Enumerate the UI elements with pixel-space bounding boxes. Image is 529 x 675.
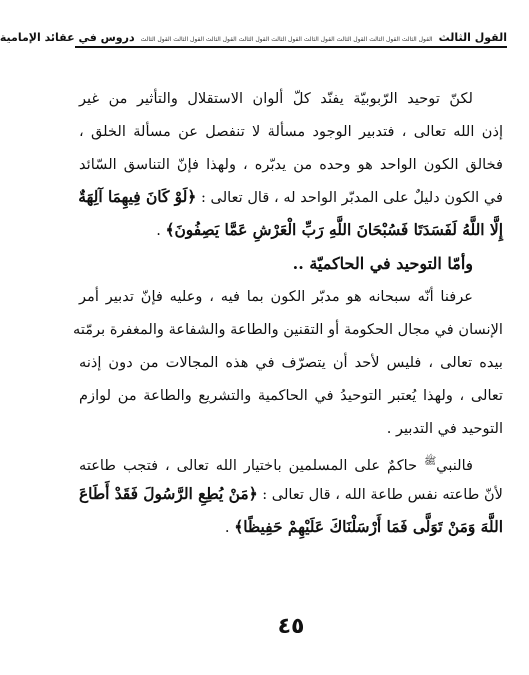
paragraph-2-line-2: الإنسان في مجال الحكومة أو التقنين والطاعة والشفاعة والمغفرة برمّته xyxy=(73,321,503,338)
header-book-title: دروس في عقائد الإمامية xyxy=(0,31,135,44)
paragraph-1-line-1: لكنّ توحيد الرّبوبيّة يفنّد كلّ ألوان الاستقلال والتأثير من غير xyxy=(79,90,473,107)
paragraph-1-line-4-text: في الكون دليلٌ على المدبّر الواحد له ، قال تعالى : xyxy=(200,189,503,206)
paragraph-3-line-2 xyxy=(79,478,503,511)
header-running-text: القول الثالث القول الثالث القول الثالث القول الثالث القول الثالث القول الثالث القول الثالث القول الثالث القول الثالث xyxy=(140,36,433,43)
paragraph-1-line-5 xyxy=(79,214,503,247)
paragraph-1-line-3: فخالق الكون الواحد هو وحده من يدبّره ، ولهذا فإنّ التناسق السّائد xyxy=(79,156,503,173)
section-heading: وأمّا التوحيد في الحاكميّة .. xyxy=(292,254,473,273)
paragraph-3-line-3 xyxy=(79,511,503,544)
running-header xyxy=(0,24,507,48)
quran-verse-2b: اللَّهَ وَمَنْ تَوَلَّى فَمَا أَرْسَلْنَاكَ عَلَيْهِمْ حَفِيظًا﴾ xyxy=(234,518,503,536)
quran-verse-1b: إِلَّا اللَّهُ لَفَسَدَتَا فَسُبْحَانَ اللَّهِ رَبِّ الْعَرْشِ عَمَّا يَصِفُونَ﴾ xyxy=(165,221,503,239)
paragraph-3-line-1-a: فالنبي xyxy=(436,456,473,474)
paragraph-1-line-4 xyxy=(79,181,503,214)
paragraph-3-line-1 xyxy=(79,445,503,478)
paragraph-2-line-4: تعالى ، ولهذا يُعتبر التوحيدُ في الحاكمية والتشريع والطاعة من لوازم xyxy=(79,387,503,404)
quran-verse-2a: ﴿مَنْ يُطِعِ الرَّسُولَ فَقَدْ أَطَاعَ xyxy=(78,485,258,503)
paragraph-3-line-2-text: لأنّ طاعته نفس طاعة الله ، قال تعالى : xyxy=(262,486,503,503)
paragraph-2-line-3: بيده تعالى ، فليس لأحد أن يتصرّف في هذه المجالات من دون إذنه xyxy=(79,354,503,371)
paragraph-2-line-5: التوحيد في التدبير . xyxy=(386,420,503,437)
header-chapter: القول الثالث xyxy=(438,31,507,44)
paragraph-3-line-1-b: حاكمٌ على المسلمين باختيار الله تعالى ، فتجب طاعته xyxy=(79,456,425,474)
paragraph-1-line-2: إذن الله تعالى ، فتدبير الوجود مسألة لا تنفصل عن مسألة الخلق ، xyxy=(79,123,503,140)
page-body xyxy=(73,82,503,544)
paragraph-2-line-1: عرفنا أنّه سبحانه هو مدبّر الكون بما فيه ، وعليه فإنّ تدبير أمر xyxy=(79,288,473,305)
paragraph-1-line-5-end: . xyxy=(156,222,166,239)
paragraph-3-line-3-end: . xyxy=(224,519,235,536)
salawat-symbol: ﷺ xyxy=(424,456,437,467)
quran-verse-1a: ﴿لَوْ كَانَ فِيهِمَا آلِهَةٌ xyxy=(78,188,197,206)
page-number: ٤٥ xyxy=(277,614,305,639)
